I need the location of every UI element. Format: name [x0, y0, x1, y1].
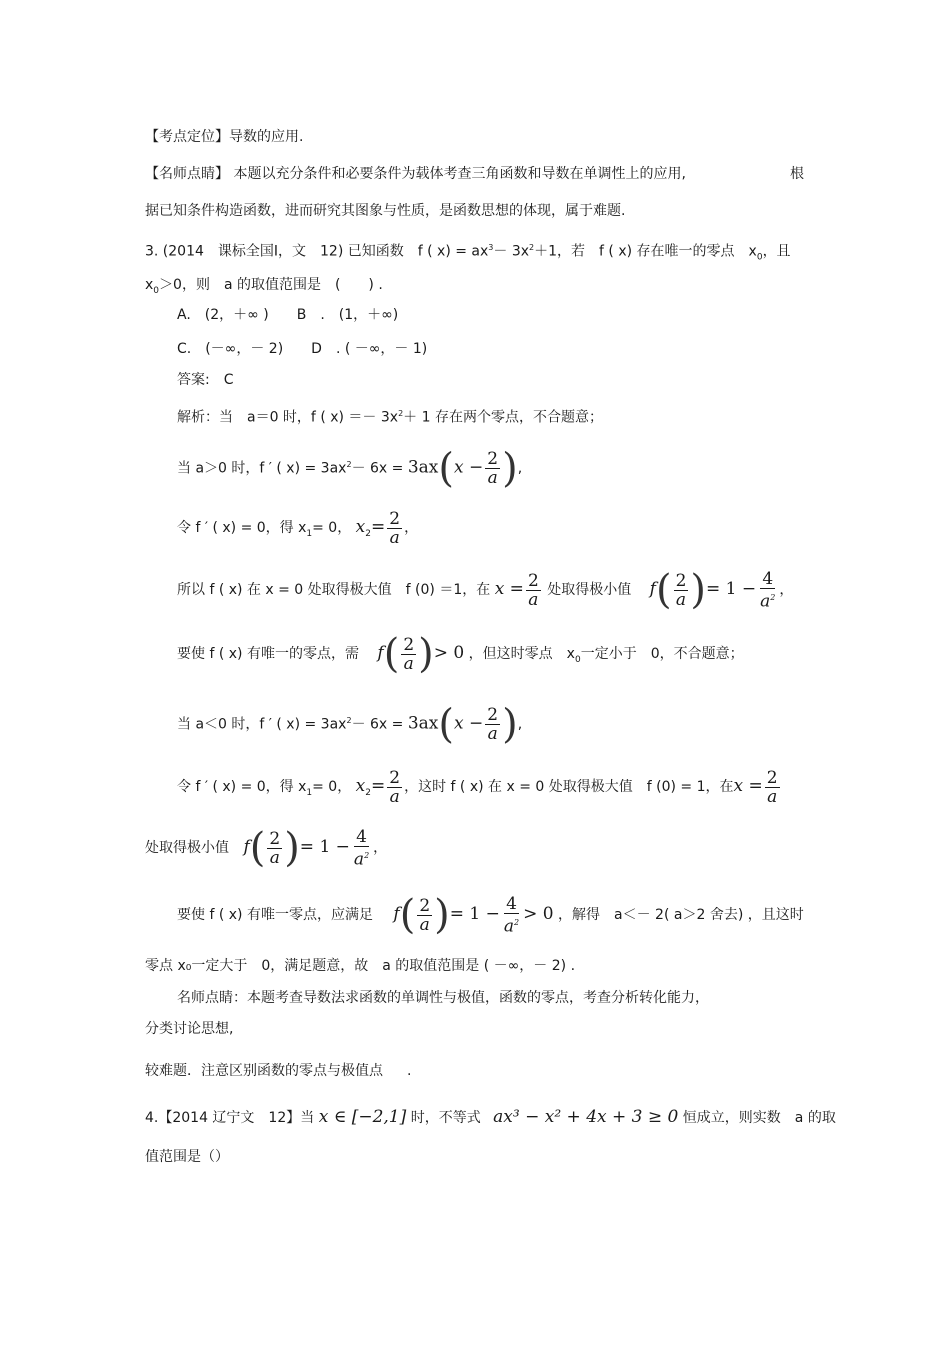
- solution-line-9: 要使 f ( x) 有唯一零点，应满足 f( $\frac{2}{a}$ )= 1 − $\frac{4}{a^2}$ > 0 ，解得 a＜－ 2( a＞2 舍去) ，且这时: [177, 892, 804, 938]
- teacher-comment-2c: 较难题．注意区别函数的零点与极值点 .: [145, 1063, 412, 1079]
- key-point-line: 【考点定位】导数的应用.: [145, 129, 304, 145]
- solution-line-3: 令 f ′ ( x) = 0，得 $x_1= 0$， $x_2=$ $\frac{2}{a}$ ，: [177, 508, 419, 548]
- teacher-comment-2: 名师点睛：本题考查导数法求函数的单调性与极值，函数的零点，考查分析转化能力，: [177, 990, 709, 1006]
- question-3-stem-2: $x_0>0$，则 a 的取值范围是 ( ) .: [145, 277, 383, 296]
- options-a-b: A. (2，＋∞ ) B . (1，＋∞): [177, 307, 399, 323]
- solution-line-6: 当 a＜0 时，f ′ ( $x) = 3ax^2- 6x = 3ax(x$ − $\frac{2}{a}$ ),: [177, 701, 523, 748]
- answer-line: 答案: C: [177, 372, 234, 388]
- teacher-comment-end: 根: [790, 166, 804, 182]
- teacher-comment-line-2: 据已知条件构造函数，进而研究其图象与性质，是函数思想的体现，属于难题.: [145, 203, 626, 219]
- question-4-stem-2: 值范围是（）: [145, 1149, 229, 1165]
- solution-line-10: 零点 x₀一定大于 0，满足题意，故 a 的取值范围是 ( －∞，－ 2) .: [145, 958, 576, 974]
- question-3-stem: 3. (2014 课标全国Ⅰ，文 12) 已知函数 f ( $x) = ax^3- 3x^2+1$，若 f ( x) 存在唯一的零点 $x_0$，且: [145, 243, 791, 263]
- question-4-stem: 4.【2014 辽宁文 12】当 x ∈ [−2,1] 时，不等式 ax³ − x² + 4x + 3 ≥ 0 恒成立，则实数 a 的取: [145, 1107, 836, 1127]
- teacher-comment-line: 【名师点睛】 本题以充分条件和必要条件为载体考查三角函数和导数在单调性上的应用,: [145, 166, 686, 182]
- teacher-comment-2b: 分类讨论思想,: [145, 1021, 234, 1037]
- solution-line-8: 处取得极小值 f( $\frac{2}{a}$ )= 1 − $\frac{4}{a^2}$ ，: [145, 825, 388, 871]
- solution-line-2: 当 a＞0 时，f ′ ( $x) = 3ax^2- 6x = 3ax(x$ − $\frac{2}{a}$ ),: [177, 445, 523, 492]
- solution-line-4: 所以 f ( x) 在 x = 0 处取得极大值 f (0) ＝1，在 x = $\frac{2}{a}$ 处取得极小值 f( $\frac{2}{a}$ )= 1 − $\frac{4}{a^2}$ ，: [177, 567, 794, 613]
- solution-line-1: 解析：当 a＝0 时，f ( $x) =- 3x^2+ 1$ 存在两个零点，不合题意；: [177, 409, 603, 426]
- options-c-d: C. (－∞，－ 2) D . ( －∞，－ 1): [177, 341, 428, 357]
- solution-line-5: 要使 f ( x) 有唯一的零点，需 f( $\frac{2}{a}$ )> 0 ，但这时零点 $x_0$一定小于 0，不合题意；: [177, 631, 744, 677]
- solution-line-7: 令 f ′ ( x) = 0，得 $x_1= 0$， $x_2=$ $\frac{2}{a}$ ，这时 f ( x) 在 x = 0 处取得极大值 f (0) = 1，在x = $\frac{2}{a}$: [177, 767, 778, 807]
